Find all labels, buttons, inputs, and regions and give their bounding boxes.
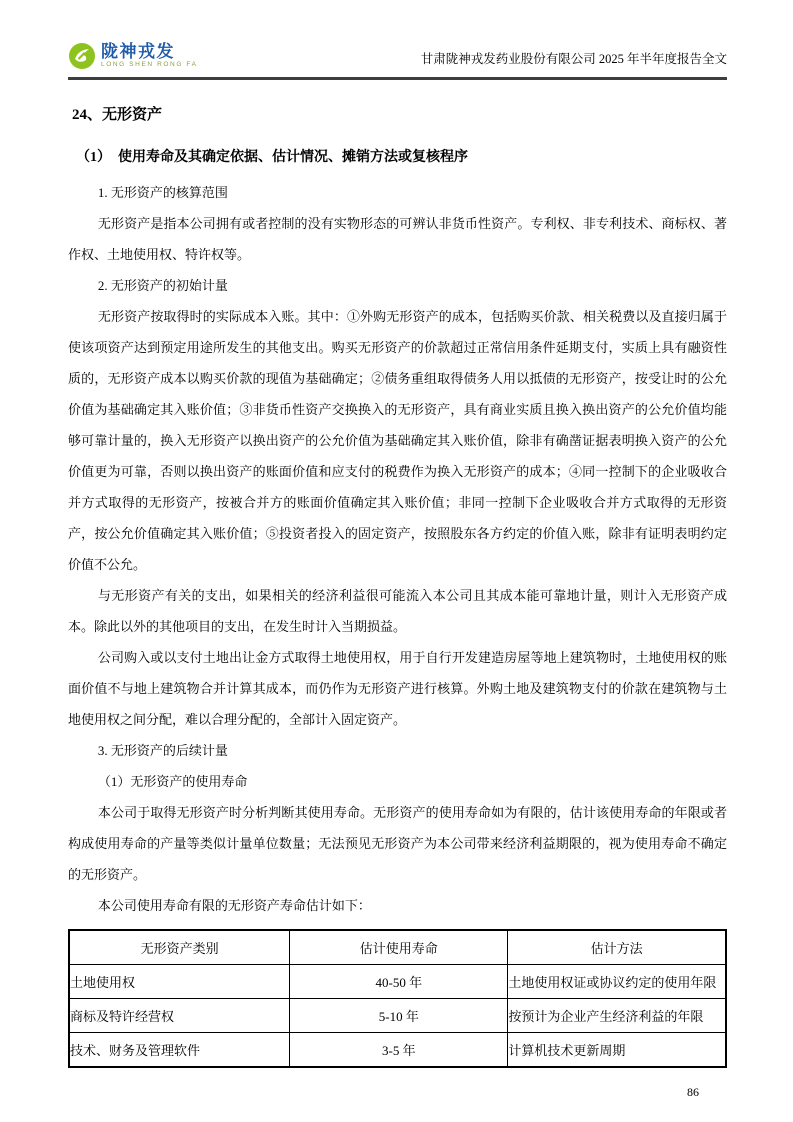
cell-estimation-method: 土地使用权证或协议约定的使用年限 <box>508 965 726 999</box>
para-initial-measurement-title: 2. 无形资产的初始计量 <box>97 278 228 293</box>
table-row <box>69 1033 726 1068</box>
para-useful-life: 本公司于取得无形资产时分析判断其使用寿命。无形资产的使用寿命如为有限的，估计该使用寿命的年限或者构成使用寿命的产量等类似计量单位数量；无法预见无形资产为本公司带来经济利益期限的，视为使用寿命不确定的无形资产。 <box>68 805 727 882</box>
para-land-use-right: 公司购入或以支付土地出让金方式取得土地使用权，用于自行开发建造房屋等地上建筑物时，土地使用权的账面价值不与地上建筑物合并计算其成本，而仍作为无形资产进行核算。外购土地及建筑物支付的价款在建筑物与土地使用权之间分配，难以合理分配的，全部计入固定资产。 <box>68 650 727 727</box>
logo-english-name: LONG SHEN RONG FA <box>101 61 198 69</box>
para-accounting-scope-title: 1. 无形资产的核算范围 <box>97 185 228 200</box>
document-title: 甘肃陇神戎发药业股份有限公司 2025 年半年度报告全文 <box>420 52 727 66</box>
para-accounting-scope: 无形资产是指本公司拥有或者控制的没有实物形态的可辨认非货币性资产。专利权、非专利技术、商标权、著作权、土地使用权、特许权等。 <box>68 216 727 262</box>
company-logo <box>68 42 198 70</box>
table-header-row <box>69 930 726 965</box>
useful-life-table <box>68 929 727 1068</box>
col-header-estimated-life: 估计使用寿命 <box>290 930 508 965</box>
col-header-estimation-method: 估计方法 <box>508 930 726 965</box>
cell-asset-category: 土地使用权 <box>69 965 290 999</box>
para-table-intro: 本公司使用寿命有限的无形资产寿命估计如下： <box>97 898 371 913</box>
page-header <box>68 0 727 70</box>
cell-estimation-method: 计算机技术更新周期 <box>508 1033 726 1068</box>
cell-estimation-method: 按预计为企业产生经济利益的年限 <box>508 999 726 1033</box>
cell-estimated-life: 5-10 年 <box>290 999 508 1033</box>
logo-wordmark <box>101 43 198 69</box>
section-heading: 24、无形资产 <box>72 107 163 123</box>
header-divider <box>68 77 727 80</box>
cell-asset-category: 技术、财务及管理软件 <box>69 1033 290 1068</box>
table-row <box>69 999 726 1033</box>
logo-chinese-name: 陇神戎发 <box>101 42 175 62</box>
col-header-asset-category: 无形资产类别 <box>69 930 290 965</box>
table-row <box>69 965 726 999</box>
para-initial-measurement: 无形资产按取得时的实际成本入账。其中：①外购无形资产的成本，包括购买价款、相关税费以及直接归属于使该项资产达到预定用途所发生的其他支出。购买无形资产的价款超过正常信用条件延期支付，实质上具有融资性质的，无形资产成本以购买价款的现值为基础确定；②债务重组取得债务人用以抵债的无形资产，按受让时的公允价值为基础确定其入账价值；③非货币性资产交换换入的无形资产，具有商业实质且换入换出资产的公允价值均能够可靠计量的，换入无形资产以换出资产的公允价值为基础确定其入账价值，除非有确凿证据表明换入资产的公允价值更为可靠，否则以换出资产的账面价值和应支付的税费作为换入无形资产的成本；④同一控制下的企业吸收合并方式取得的无形资产，按被合并方的账面价值确定其入账价值；非同一控制下企业吸收合并方式取得的无形资产，按公允价值确定其入账价值；⑤投资者投入的固定资产，按照股东各方约定的价值入账，除非有证明表明约定价值不公允。 <box>68 309 727 572</box>
cell-estimated-life: 3-5 年 <box>290 1033 508 1068</box>
para-subsequent-measurement-title: 3. 无形资产的后续计量 <box>97 743 228 758</box>
cell-estimated-life: 40-50 年 <box>290 965 508 999</box>
page-number: 86 <box>687 1085 699 1099</box>
cell-asset-category: 商标及特许经营权 <box>69 999 290 1033</box>
para-related-expenditure: 与无形资产有关的支出，如果相关的经济利益很可能流入本公司且其成本能可靠地计量，则计入无形资产成本。除此以外的其他项目的支出，在发生时计入当期损益。 <box>68 588 727 634</box>
para-useful-life-title: （1）无形资产的使用寿命 <box>97 774 248 789</box>
body-text <box>68 177 727 921</box>
subsection-heading: （1） 使用寿命及其确定依据、估计情况、摊销方法或复核程序 <box>76 150 468 165</box>
logo-bird-icon <box>68 42 96 70</box>
